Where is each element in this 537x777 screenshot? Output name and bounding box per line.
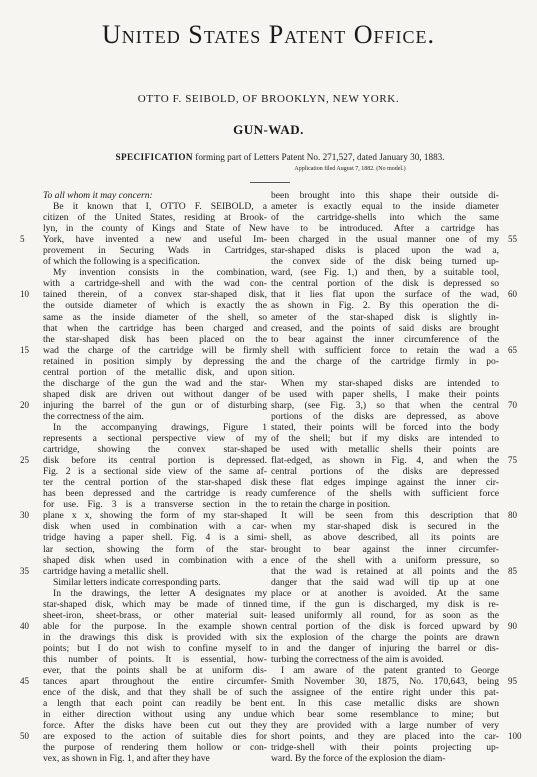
- text-line: are exposed to the action of suitable dies for: [43, 731, 267, 743]
- text-line: ameter of the star-shaped disk is slightly in-: [271, 311, 499, 323]
- text-line: in the drawings this disk is provided with six: [43, 631, 267, 643]
- text-line: provement in Securing Wads in Cartridges,: [43, 245, 267, 257]
- text-line: ence of the disk, and that they shall be of such: [43, 687, 267, 699]
- text-line: sition.: [271, 366, 295, 378]
- line-number: 25: [20, 455, 29, 466]
- line-number: 100: [508, 731, 522, 742]
- line-number: 75: [508, 455, 517, 466]
- text-line: same as the inside diameter of the shell, so: [43, 311, 267, 323]
- text-line: retained in position simply by depressing the: [43, 355, 267, 367]
- line-number: 70: [508, 399, 517, 410]
- text-line: the purpose of rendering them hollow or con-: [43, 742, 267, 754]
- text-line: force. After the disks have been cut out they: [43, 720, 267, 732]
- text-line: disk when used in combination with a car-: [43, 521, 267, 533]
- text-line: of which the following is a specification.: [43, 256, 200, 268]
- text-line: the outside diameter of which is exactly the: [43, 300, 267, 312]
- text-line: the explosion of the charge the points are drawn: [271, 631, 499, 643]
- text-line: When my star-shaped disks are intended to: [281, 377, 499, 389]
- separator-rule: [250, 182, 290, 183]
- text-line: the correctness of the aim.: [43, 410, 144, 422]
- line-number: 90: [508, 620, 517, 631]
- text-line: in either direction without using any undue: [43, 709, 267, 721]
- specification-details: forming part of Letters Patent No. 271,527, dated January 30, 1883.: [195, 152, 445, 162]
- text-line: disk before its central portion is depressed.: [43, 455, 267, 467]
- line-number: 80: [508, 510, 517, 521]
- text-line: a length that each point can readily be bent: [43, 698, 267, 710]
- line-number: 50: [20, 731, 29, 742]
- text-line: tridge having a paper shell. Fig. 4 is a simi-: [43, 532, 267, 544]
- text-line: I am aware of the patent granted to George: [281, 665, 499, 677]
- text-line: Smith November 30, 1875, No. 170,643, being: [271, 676, 499, 688]
- text-line: ter the central portion of the star-shaped disk: [43, 477, 267, 489]
- text-line: creased, and the points of said disks are brought: [271, 322, 499, 334]
- text-line: star-shaped disks is placed upon the wad a,: [271, 245, 499, 257]
- line-number: 30: [20, 510, 29, 521]
- text-line: time, if the gun is discharged, my disk is re-: [271, 598, 499, 610]
- text-line: brought to bear against the inner circumfer-: [271, 543, 499, 555]
- inventor-line: OTTO F. SEIBOLD, OF BROOKLYN, NEW YORK.: [137, 93, 400, 105]
- text-line: been charged in the usual manner one of my: [271, 234, 499, 246]
- text-line: It will be seen from this description that: [281, 510, 499, 522]
- line-number: 60: [508, 289, 517, 300]
- text-line: sharp, (see Fig. 3,) so that when the central: [271, 399, 499, 411]
- line-number: 55: [508, 234, 517, 245]
- text-line: with a cartridge-shell and with the wad con-: [43, 278, 267, 290]
- line-number: 95: [508, 676, 517, 687]
- text-line: shaped disk when used in combination with a: [43, 554, 267, 566]
- text-line: Similar letters indicate corresponding parts.: [53, 576, 221, 588]
- text-line: points; but I do not wish to confine myself to: [43, 642, 267, 654]
- line-number: 20: [20, 399, 29, 410]
- text-line: of the shell; but if my disks are intended to: [271, 433, 499, 445]
- text-line: ever, that the points shall be at uniform dis-: [43, 665, 267, 677]
- text-line: shell, as above described, all its points are: [271, 532, 499, 544]
- text-line: central portion of the metallic disk, and upon: [43, 366, 267, 378]
- text-line: ence of the shell with a uniform pressure, so: [271, 554, 499, 566]
- text-line: been brought into this shape their outside di-: [271, 190, 499, 201]
- text-line: they are provided with a large number of very: [271, 720, 499, 732]
- text-line: Be it known that I, OTTO F. SEIBOLD, a: [53, 201, 267, 213]
- text-line: tances apart throughout the entire circumfer-: [43, 676, 267, 688]
- text-line: able for the purpose. In the example shown: [43, 620, 267, 632]
- text-line: the discharge of the gun the wad and the star-: [43, 377, 267, 389]
- text-line: have to be introduced. After a cartridge has: [271, 223, 499, 235]
- text-line: ward, (see Fig. 1,) and then, by a suitable tool,: [271, 267, 499, 279]
- specification-line: [30, 152, 530, 162]
- text-line: Fig. 2 is a sectional side view of the same af-: [43, 466, 267, 478]
- line-number: 85: [508, 565, 517, 576]
- right-column: [271, 190, 499, 764]
- text-line: cartridge, showing the convex star-shaped: [43, 444, 267, 456]
- text-line: lyn, in the county of Kings and State of New: [43, 223, 267, 235]
- text-line: ameter is exactly equal to the inside diameter: [271, 201, 499, 213]
- line-number: 65: [508, 344, 517, 355]
- text-line: ent. In this case metallic disks are shown: [271, 698, 499, 710]
- text-line: portions of the disks are depressed, as above: [271, 410, 499, 422]
- text-line: York, have invented a new and useful Im-: [43, 234, 267, 246]
- text-line: vex, as shown in Fig. 1, and after they have: [43, 753, 210, 765]
- text-line: be used with metallic shells their points are: [271, 444, 499, 456]
- text-line: injuring the barrel of the gun or of disturbing: [43, 399, 267, 411]
- text-line: in and the danger of injuring the barrel or dis-: [271, 642, 499, 654]
- text-line: for use. Fig. 3 is a transverse section in the: [43, 499, 267, 511]
- text-line: to bear against the inner circumference of the: [271, 333, 499, 345]
- text-line: the central portion of the disk is depressed so: [271, 278, 499, 290]
- line-number: 35: [20, 565, 29, 576]
- text-line: To all whom it may concern:: [43, 190, 153, 201]
- text-line: wad the charge of the cartridge will be firmly: [43, 344, 267, 356]
- text-line: as shown in Fig. 2. By this operation the di-: [271, 300, 499, 312]
- text-line: tridge-shell with their points projecting up-: [271, 742, 499, 754]
- text-line: My invention consists in the combination,: [53, 267, 267, 279]
- text-line: tained therein, of a convex star-shaped disk,: [43, 289, 267, 301]
- text-line: that it lies flat upon the surface of the wad,: [271, 289, 499, 301]
- text-line: and the charge of the cartridge firmly in po-: [271, 355, 499, 367]
- text-line: when my star-shaped disk is secured in the: [271, 521, 499, 533]
- text-line: lar section, showing the form of the star-: [43, 543, 267, 555]
- specification-lead: SPECIFICATION: [115, 152, 193, 162]
- text-line: that when the cartridge has been charged and: [43, 322, 267, 334]
- text-line: be used with paper shells, I make their points: [271, 388, 499, 400]
- text-line: the convex side of the disk being turned up-: [271, 256, 499, 268]
- text-line: flat-edged, as shown in Fig. 4, and when the: [271, 455, 499, 467]
- text-line: cumference of the shells with sufficient force: [271, 488, 499, 500]
- text-line: ward. By the force of the explosion the diam-: [271, 753, 446, 765]
- application-line: Application filed August 7, 1882. (No model.): [294, 166, 406, 172]
- text-line: leased uniformly all round, for as soon as the: [271, 609, 499, 621]
- text-line: central portion of the disk is forced upward by: [271, 620, 499, 632]
- text-line: that the wad is retained at all points and the: [271, 565, 499, 577]
- text-line: star-shaped disk, which may be made of tinned: [43, 598, 267, 610]
- text-line: place or at another is avoided. At the same: [271, 587, 499, 599]
- text-line: danger that the said wad will tip up at one: [271, 576, 499, 588]
- text-line: cartridge having a metallic shell.: [43, 565, 169, 577]
- line-number: 45: [20, 676, 29, 687]
- left-column: [43, 190, 267, 764]
- text-line: short points, and they are placed into the car-: [271, 731, 499, 743]
- text-line: represents a sectional perspective view of my: [43, 433, 267, 445]
- patent-subject: GUN-WAD.: [233, 122, 304, 137]
- text-line: this number of points. It is essential, how-: [43, 653, 267, 665]
- office-heading: United States Patent Office.: [101, 20, 436, 49]
- text-line: of the cartridge-shells into which the same: [271, 212, 499, 224]
- text-line: shell with sufficient force to retain the wad a: [271, 344, 499, 356]
- text-line: these flat edges impinge against the inner cir-: [271, 477, 499, 489]
- line-number: 15: [20, 344, 29, 355]
- line-number: 10: [20, 289, 29, 300]
- text-line: citizen of the United States, residing at Brook-: [43, 212, 267, 224]
- text-line: plane x x, showing the form of my star-shaped: [43, 510, 267, 522]
- text-line: the assignee of the entire right under this pat-: [271, 687, 499, 699]
- text-line: stated, their points will be forced into the body: [271, 421, 499, 433]
- text-line: the star-shaped disk has been placed on the: [43, 333, 267, 345]
- text-line: In the drawings, the letter A designates my: [53, 587, 267, 599]
- text-line: In the accompanying drawings, Figure 1: [53, 421, 267, 433]
- line-number: 40: [20, 620, 29, 631]
- text-line: turbing the correctness of the aim is avoided.: [271, 653, 444, 665]
- text-line: shaped disk are driven out without danger of: [43, 388, 267, 400]
- text-line: which bear some resemblance to mine; but: [271, 709, 499, 721]
- text-line: central portions of the disks are depressed: [271, 466, 499, 478]
- text-line: sheet-iron, sheet-brass, or other material suit-: [43, 609, 267, 621]
- text-line: to retain the charge in position.: [271, 499, 391, 511]
- text-line: has been depressed and the cartridge is ready: [43, 488, 267, 500]
- line-number: 5: [20, 234, 25, 245]
